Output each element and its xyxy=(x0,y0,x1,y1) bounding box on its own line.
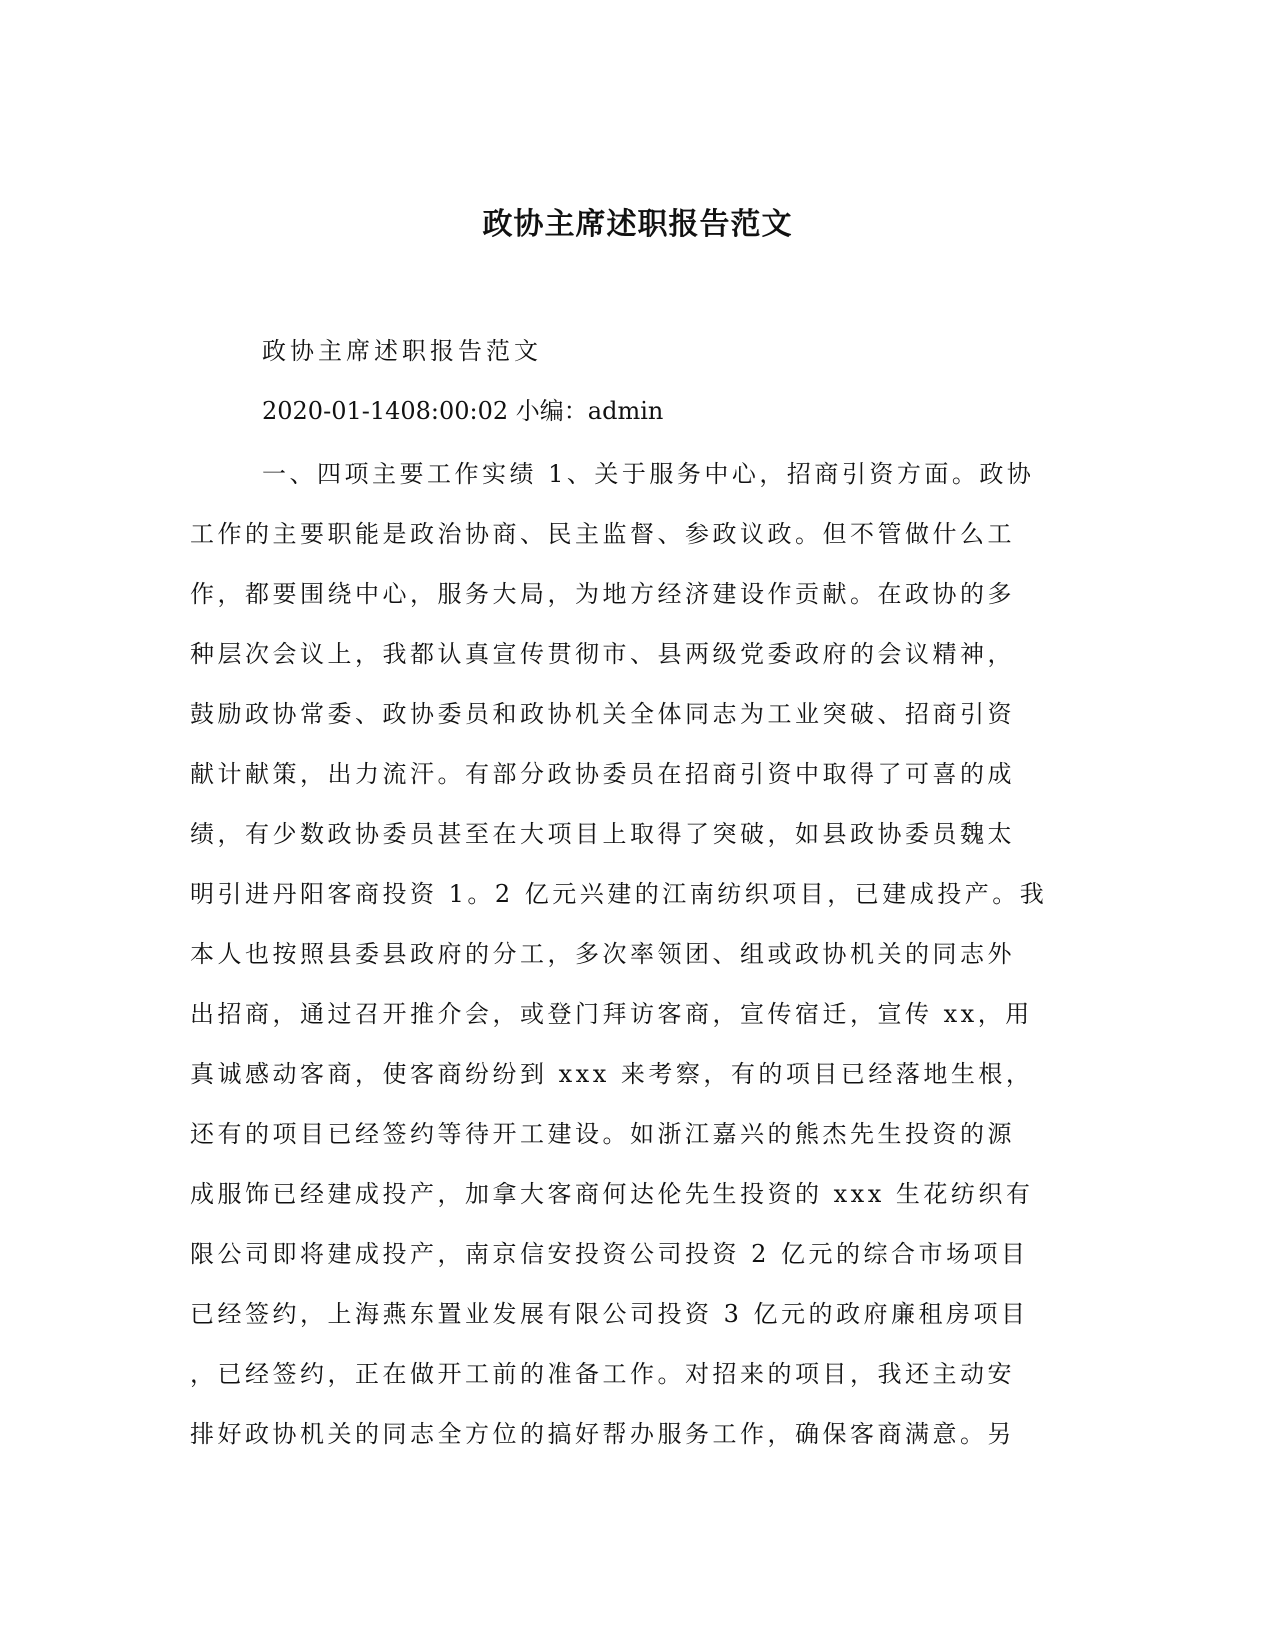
body-line: 工作的主要职能是政治协商、民主监督、参政议政。但不管做什么工 xyxy=(190,520,1015,548)
body-line: 作，都要围绕中心，服务大局，为地方经济建设作贡献。在政协的多 xyxy=(190,580,1015,608)
body-line: 成服饰已经建成投产，加拿大客商何达伦先生投资的 xxx 生花纺织有 xyxy=(190,1180,1034,1208)
body-line: 限公司即将建成投产，南京信安投资公司投资 2 亿元的综合市场项目 xyxy=(190,1240,1029,1268)
body-line: 真诚感动客商，使客商纷纷到 xxx 来考察，有的项目已经落地生根， xyxy=(190,1060,1034,1088)
body-line: 排好政协机关的同志全方位的搞好帮办服务工作，确保客商满意。另 xyxy=(190,1420,1015,1448)
body-line: 还有的项目已经签约等待开工建设。如浙江嘉兴的熊杰先生投资的源 xyxy=(190,1120,1015,1148)
body-line: 绩，有少数政协委员甚至在大项目上取得了突破，如县政协委员魏太 xyxy=(190,820,1015,848)
document-body xyxy=(190,452,1070,1472)
body-line: 已经签约，上海燕东置业发展有限公司投资 3 亿元的政府廉租房项目 xyxy=(190,1300,1029,1328)
body-line: 出招商，通过召开推介会，或登门拜访客商，宣传宿迁，宣传 xx，用 xyxy=(190,1000,1033,1028)
body-line: 种层次会议上，我都认真宣传贯彻市、县两级党委政府的会议精神， xyxy=(190,640,1015,668)
body-line: 本人也按照县委县政府的分工，多次率领团、组或政协机关的同志外 xyxy=(190,940,1015,968)
body-line: 献计献策，出力流汗。有部分政协委员在招商引资中取得了可喜的成 xyxy=(190,760,1015,788)
body-line: 明引进丹阳客商投资 1。2 亿元兴建的江南纺织项目，已建成投产。我 xyxy=(190,880,1048,908)
body-line: 一、四项主要工作实绩 1、关于服务中心，招商引资方面。政协 xyxy=(262,460,1035,488)
document-meta-line: 2020-01-1408:00:02 小编：admin xyxy=(262,397,664,425)
body-line: ，已经签约，正在做开工前的准备工作。对招来的项目，我还主动安 xyxy=(190,1360,1015,1388)
document-subtitle: 政协主席述职报告范文 xyxy=(262,337,542,365)
document-title: 政协主席述职报告范文 xyxy=(482,207,793,242)
body-line: 鼓励政协常委、政协委员和政协机关全体同志为工业突破、招商引资 xyxy=(190,700,1015,728)
